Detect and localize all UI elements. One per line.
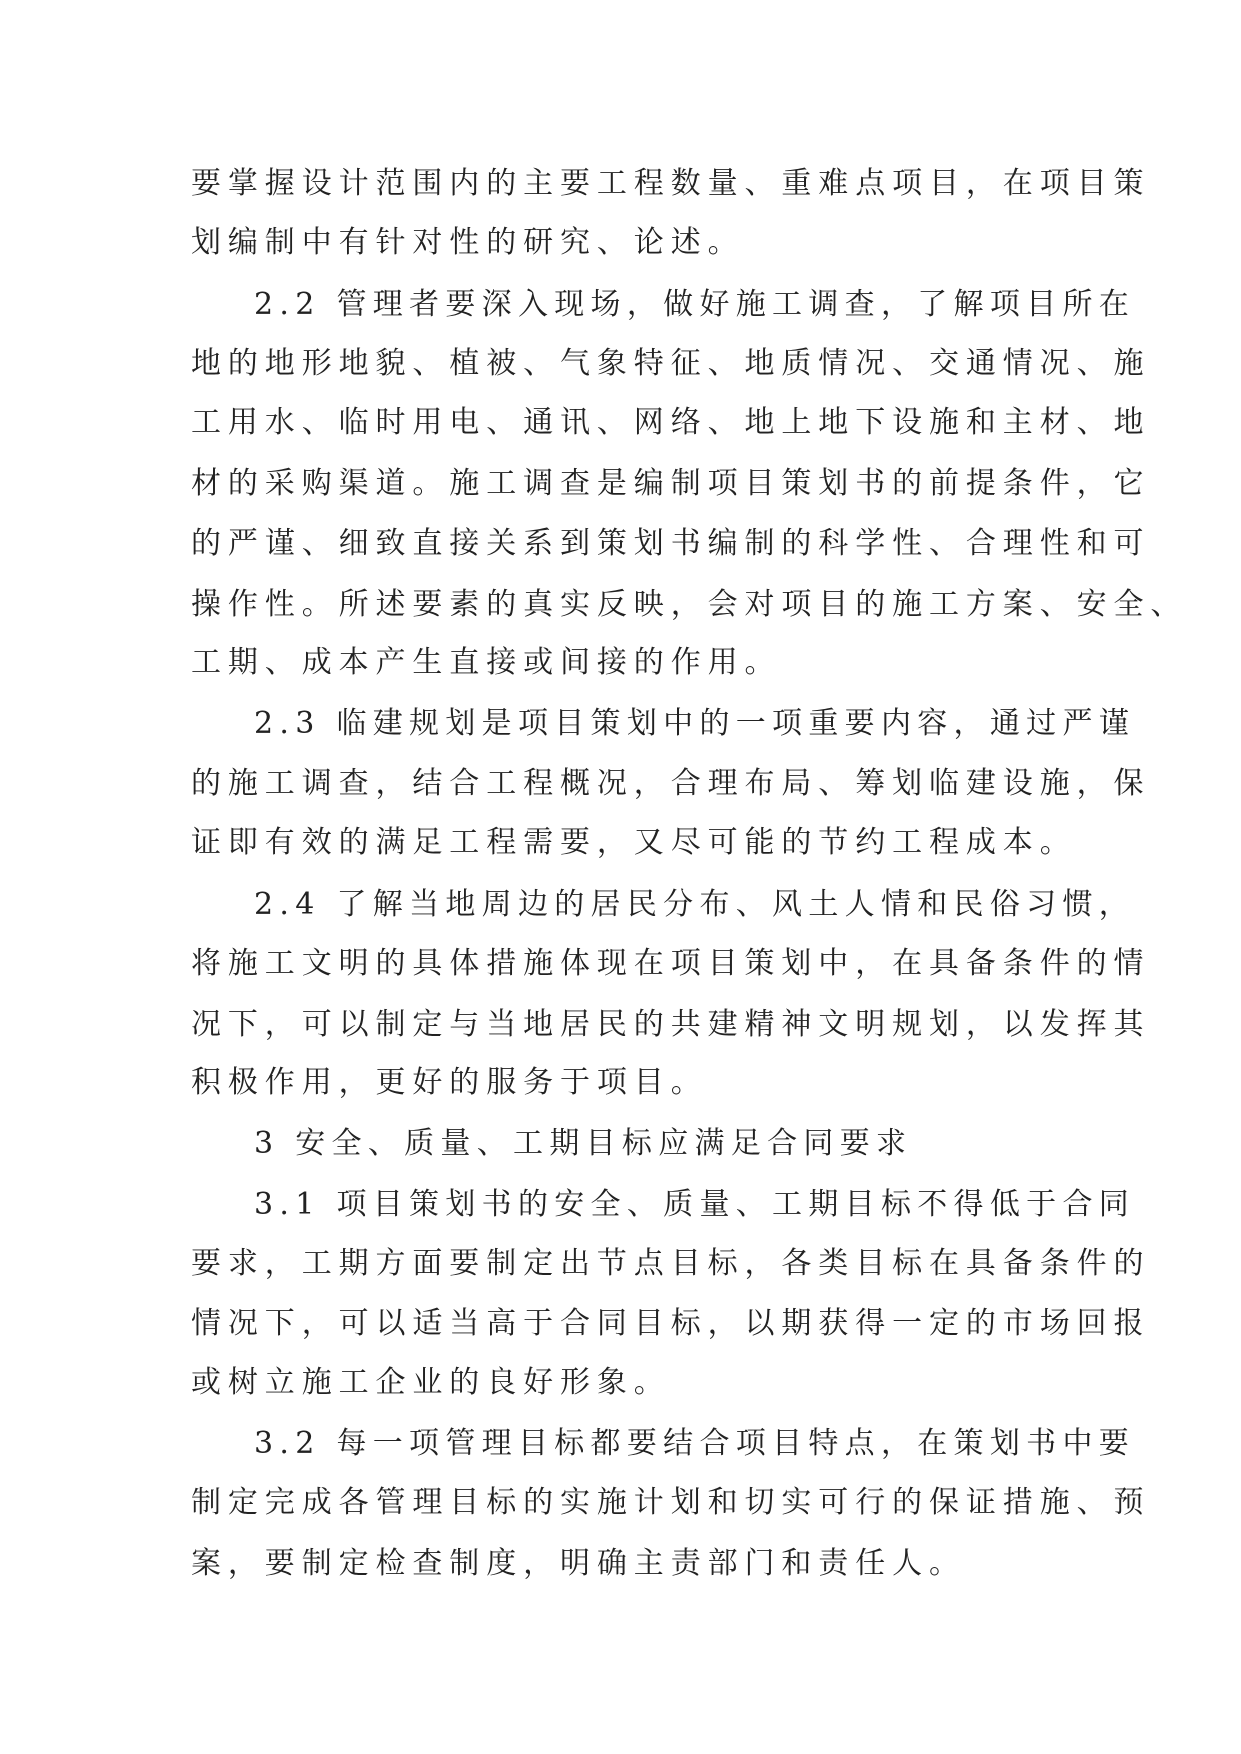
text-line: 工用水、临时用电、通讯、网络、地上地下设施和主材、地: [191, 405, 1151, 440]
text-line: 要掌握设计范围内的主要工程数量、重难点项目，在项目策: [191, 166, 1151, 201]
text-line: 操作性。所述要素的真实反映，会对项目的施工方案、安全、: [191, 587, 1188, 622]
text-line: 要求，工期方面要制定出节点目标，各类目标在具备条件的: [191, 1246, 1151, 1281]
text-line: 材的采购渠道。施工调查是编制项目策划书的前提条件，它: [191, 466, 1151, 501]
paragraph-2-2-start: 2.2 管理者要深入现场，做好施工调查，了解项目所在: [254, 287, 1136, 322]
paragraph-3-1-start: 3.1 项目策划书的安全、质量、工期目标不得低于合同: [254, 1187, 1136, 1222]
text-line: 况下，可以制定与当地居民的共建精神文明规划，以发挥其: [191, 1007, 1151, 1042]
text-line: 证即有效的满足工程需要，又尽可能的节约工程成本。: [191, 825, 1077, 860]
text-line: 划编制中有针对性的研究、论述。: [191, 225, 745, 260]
text-line: 地的地形地貌、植被、气象特征、地质情况、交通情况、施: [191, 346, 1151, 381]
text-line: 将施工文明的具体措施体现在项目策划中，在具备条件的情: [191, 946, 1151, 981]
text-line: 工期、成本产生直接或间接的作用。: [191, 645, 782, 680]
text-line: 的施工调查，结合工程概况，合理布局、筹划临建设施，保: [191, 766, 1151, 801]
text-line: 的严谨、细致直接关系到策划书编制的科学性、合理性和可: [191, 526, 1151, 561]
text-line: 情况下，可以适当高于合同目标，以期获得一定的市场回报: [191, 1306, 1151, 1341]
text-line: 案，要制定检查制度，明确主责部门和责任人。: [191, 1546, 966, 1581]
text-line: 积极作用，更好的服务于项目。: [191, 1065, 708, 1100]
text-line: 或树立施工企业的良好形象。: [191, 1365, 671, 1400]
paragraph-2-4-start: 2.4 了解当地周边的居民分布、风土人情和民俗习惯，: [254, 887, 1136, 922]
paragraph-3-2-start: 3.2 每一项管理目标都要结合项目特点，在策划书中要: [254, 1426, 1136, 1461]
paragraph-2-3-start: 2.3 临建规划是项目策划中的一项重要内容，通过严谨: [254, 706, 1136, 741]
section-3-heading: 3 安全、质量、工期目标应满足合同要求: [254, 1126, 913, 1161]
text-line: 制定完成各管理目标的实施计划和切实可行的保证措施、预: [191, 1485, 1151, 1520]
